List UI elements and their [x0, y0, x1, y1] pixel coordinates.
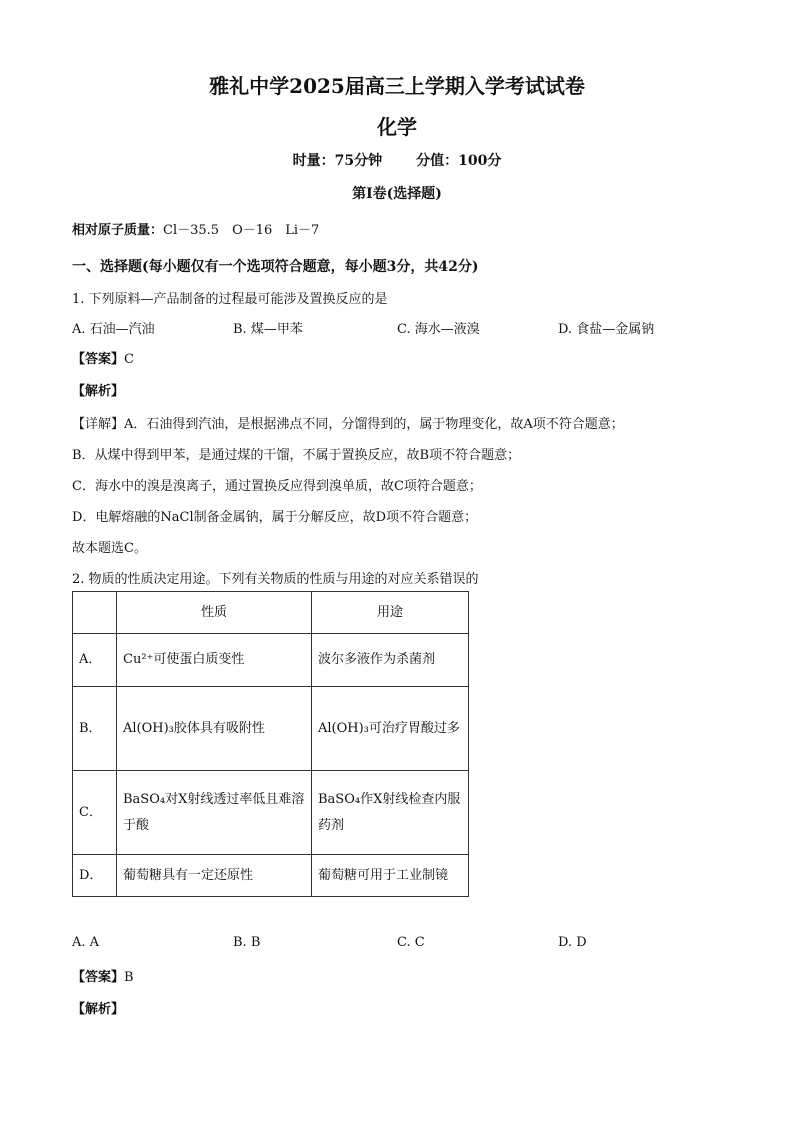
row-use: 波尔多液作为杀菌剂 [312, 634, 469, 687]
q1-detail-line: 【详解】A．石油得到汽油，是根据沸点不同，分馏得到的，属于物理变化，故A项不符合题意； [72, 417, 624, 432]
table-header-cell: 性质 [117, 592, 312, 634]
row-use: 葡萄糖可用于工业制镜 [312, 855, 469, 897]
q1-detail-line: C．海水中的溴是溴离子，通过置换反应得到溴单质，故C项符合题意； [72, 479, 482, 494]
exam-meta [0, 150, 794, 170]
q2-option-c: C. C [397, 935, 425, 950]
subject-title: 化学 [377, 115, 417, 139]
row-property: BaSO₄对X射线透过率低且难溶于酸 [117, 771, 312, 855]
q1-option-d: D. 食盐—金属钠 [558, 322, 655, 337]
table-header-cell [73, 592, 117, 634]
time-limit: 时量：75分钟 [292, 153, 383, 169]
table-row [73, 687, 469, 771]
table-header-row [73, 592, 469, 634]
q1-detail-line: D．电解熔融的NaCl制备金属钠，属于分解反应，故D项不符合题意； [72, 510, 478, 525]
q2-stem: 2. 物质的性质决定用途。下列有关物质的性质与用途的对应关系错误的 [72, 572, 479, 587]
exam-title: 雅礼中学2025届高三上学期入学考试试卷 [209, 74, 585, 98]
atomic-mass-line [72, 219, 319, 238]
row-label: B． [73, 687, 117, 771]
q1-option-b: B. 煤—甲苯 [233, 322, 303, 337]
q1-answer-label: 【答案】 [72, 352, 125, 367]
q2-answer [72, 966, 134, 985]
section-title: 第Ⅰ卷(选择题) [352, 186, 442, 202]
q1-option-c: C. 海水—液溴 [397, 322, 480, 337]
q1-detail-line: 故本题选C。 [72, 541, 147, 556]
row-label: D． [73, 855, 117, 897]
table-header-cell: 用途 [312, 592, 469, 634]
q1-answer [72, 348, 134, 367]
q2-table [72, 591, 469, 897]
full-score: 分值：100分 [416, 153, 502, 169]
q2-analysis-label: 【解析】 [72, 1002, 125, 1017]
atomic-mass-values: Cl－35.5 O－16 Li－7 [163, 223, 320, 238]
table-row [73, 855, 469, 897]
q1-answer-value: C [124, 352, 134, 367]
q1-analysis-label: 【解析】 [72, 384, 125, 399]
atomic-mass-label: 相对原子质量： [72, 223, 164, 238]
row-property: 葡萄糖具有一定还原性 [117, 855, 312, 897]
part1-heading: 一、选择题(每小题仅有一个选项符合题意，每小题3分，共42分) [72, 259, 479, 275]
q2-option-d: D. D [558, 935, 587, 950]
table-row [73, 771, 469, 855]
q1-option-a: A. 石油—汽油 [72, 322, 155, 337]
row-property: Cu²⁺可使蛋白质变性 [117, 634, 312, 687]
q2-answer-value: B [124, 970, 134, 985]
q2-option-a: A. A [72, 935, 100, 950]
row-label: A． [73, 634, 117, 687]
table-row [73, 634, 469, 687]
row-use: BaSO₄作X射线检查内服药剂 [312, 771, 469, 855]
q1-stem: 1. 下列原料—产品制备的过程最可能涉及置换反应的是 [72, 292, 388, 307]
row-use: Al(OH)₃可治疗胃酸过多 [312, 687, 469, 771]
row-property: Al(OH)₃胶体具有吸附性 [117, 687, 312, 771]
q1-detail-line: B．从煤中得到甲苯，是通过煤的干馏，不属于置换反应，故B项不符合题意； [72, 448, 521, 463]
row-label: C． [73, 771, 117, 855]
q2-answer-label: 【答案】 [72, 970, 125, 985]
q2-option-b: B. B [233, 935, 261, 950]
